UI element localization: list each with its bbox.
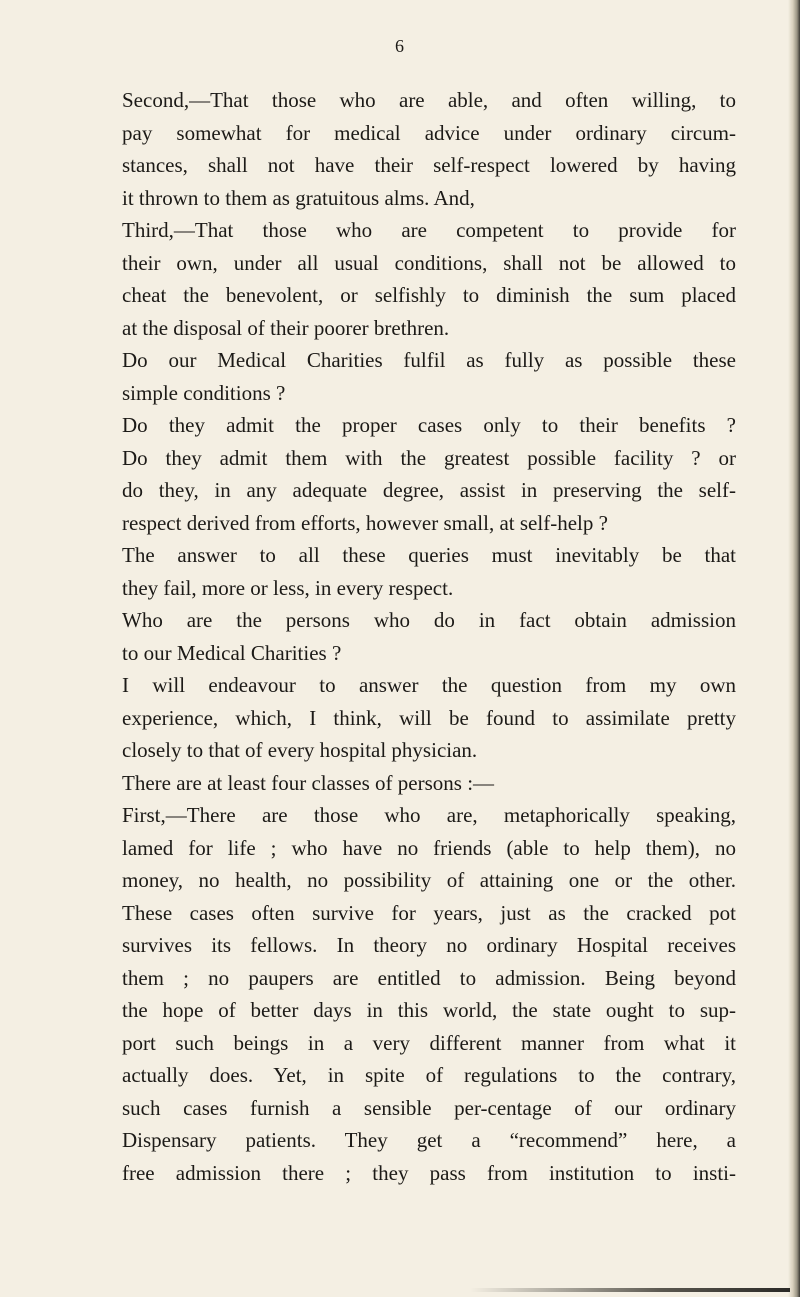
text-line: cheat the benevolent, or selfishly to diminish the sum placed bbox=[122, 283, 736, 307]
text-line: The answer to all these queries must inevitably be that bbox=[122, 543, 736, 567]
text-line: their own, under all usual conditions, shall not be allowed to bbox=[122, 250, 736, 275]
text-line: Third,—That those who are competent to provide for bbox=[122, 218, 736, 242]
text-line: Dispensary patients. They get a “recommend” here, a bbox=[122, 1128, 736, 1152]
text-line: do they, in any adequate degree, assist in preserving the self- bbox=[122, 478, 736, 502]
text-line: closely to that of every hospital physician. bbox=[122, 738, 478, 762]
text-line: port such beings in a very different manner from what it bbox=[122, 1030, 736, 1055]
text-line: First,—There are those who are, metaphorically speaking, bbox=[122, 803, 736, 827]
text-line: survives its fellows. In theory no ordinary Hospital receives bbox=[122, 933, 736, 957]
text-line: Do they admit the proper cases only to their benefits ? bbox=[122, 413, 736, 437]
page-number: 6 bbox=[395, 36, 405, 56]
text-line: pay somewhat for medical advice under ordinary circum- bbox=[122, 120, 736, 145]
text-line: money, no health, no possibility of attaining one or the other. bbox=[122, 868, 736, 892]
text-line: Do our Medical Charities fulfil as fully as possible these bbox=[122, 348, 736, 372]
text-line: such cases furnish a sensible per-centage of our ordinary bbox=[122, 1095, 736, 1120]
text-line: I will endeavour to answer the question from my own bbox=[122, 673, 736, 697]
body-text bbox=[122, 84, 736, 1189]
text-line: to our Medical Charities ? bbox=[122, 640, 342, 665]
text-line: at the disposal of their poorer brethren. bbox=[122, 315, 450, 340]
text-line: free admission there ; they pass from institution to insti- bbox=[122, 1160, 736, 1185]
text-line: the hope of better days in this world, the state ought to sup- bbox=[122, 998, 736, 1022]
text-line: Second,—That those who are able, and often willing, to bbox=[122, 88, 736, 112]
text-line: stances, shall not have their self-respect lowered by having bbox=[122, 153, 736, 177]
page-bottom-shadow bbox=[470, 1288, 790, 1292]
text-line: they fail, more or less, in every respect. bbox=[122, 575, 454, 600]
text-line: simple conditions ? bbox=[122, 380, 286, 405]
text-line: Do they admit them with the greatest possible facility ? or bbox=[122, 445, 736, 470]
page-edge-shadow bbox=[788, 0, 800, 1297]
text-line: Who are the persons who do in fact obtain admission bbox=[122, 608, 736, 632]
text-line: There are at least four classes of persons :— bbox=[122, 770, 495, 795]
text-line: actually does. Yet, in spite of regulations to the contrary, bbox=[122, 1063, 736, 1087]
text-line: These cases often survive for years, just as the cracked pot bbox=[122, 900, 736, 925]
text-line: them ; no paupers are entitled to admission. Being beyond bbox=[122, 965, 736, 990]
text-line: lamed for life ; who have no friends (able to help them), no bbox=[122, 835, 736, 860]
text-line: it thrown to them as gratuitous alms. And, bbox=[122, 185, 475, 210]
text-line: respect derived from efforts, however small, at self-help ? bbox=[122, 510, 608, 535]
text-line: experience, which, I think, will be found to assimilate pretty bbox=[122, 705, 736, 730]
